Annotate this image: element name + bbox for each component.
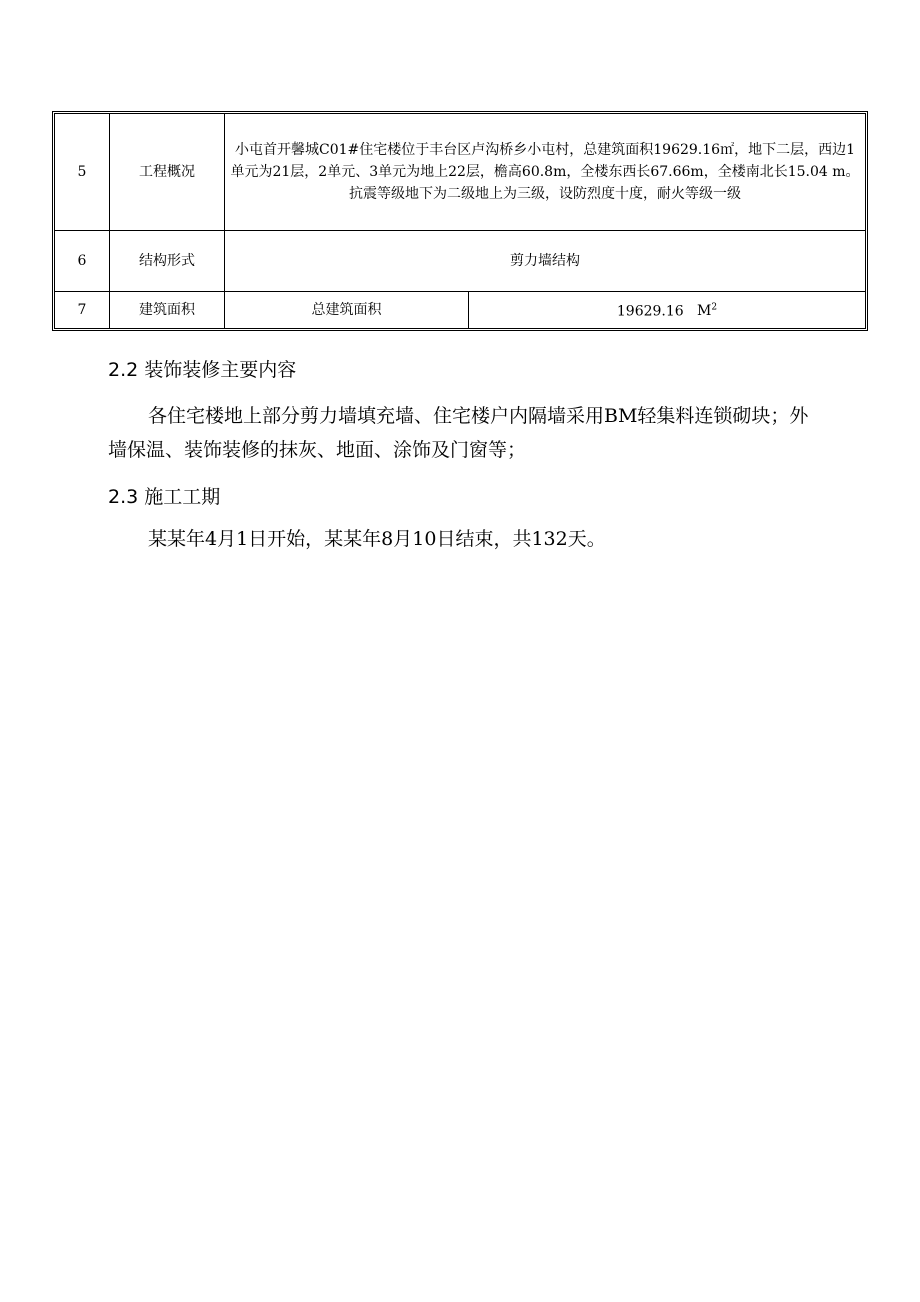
row-label: 工程概况 xyxy=(110,114,225,231)
section-heading-2-3: 2.3 施工工期 xyxy=(108,486,221,508)
area-number: 19629.16 xyxy=(616,303,684,320)
row-number: 5 xyxy=(55,114,110,231)
area-unit: $M^2$ xyxy=(697,302,718,320)
structure-type-value: 剪力墙结构 xyxy=(225,231,865,292)
table-row xyxy=(55,292,865,328)
project-overview-text: 小屯首开馨城C01#住宅楼位于丰台区卢沟桥乡小屯村，总建筑面积19629.16㎡，地下二层，西边1单元为21层，2单元、3单元为地上22层，檐高60.8m，全楼东西长67.66m，全楼南北长15.04 m。抗震等级地下为二级地上为三级，设防烈度十度，耐火等级一级 xyxy=(225,114,865,231)
total-area-label: 总建筑面积 xyxy=(225,292,469,328)
section-paragraph-2-3: 某某年4月1日开始，某某年8月10日结束，共132天。 xyxy=(148,528,606,550)
section-heading-2-2: 2.2 装饰装修主要内容 xyxy=(108,359,297,381)
table-row xyxy=(55,231,865,292)
row-label: 建筑面积 xyxy=(110,292,225,328)
row-number: 6 xyxy=(55,231,110,292)
section-paragraph-2-2: 各住宅楼地上部分剪力墙填充墙、住宅楼户内隔墙采用BM轻集料连锁砌块；外墙保温、装饰装修的抹灰、地面、涂饰及门窗等； xyxy=(108,405,809,461)
table-row xyxy=(55,114,865,231)
row-number: 7 xyxy=(55,292,110,328)
row-label: 结构形式 xyxy=(110,231,225,292)
project-info-table xyxy=(52,111,868,331)
total-area-value xyxy=(469,292,865,328)
